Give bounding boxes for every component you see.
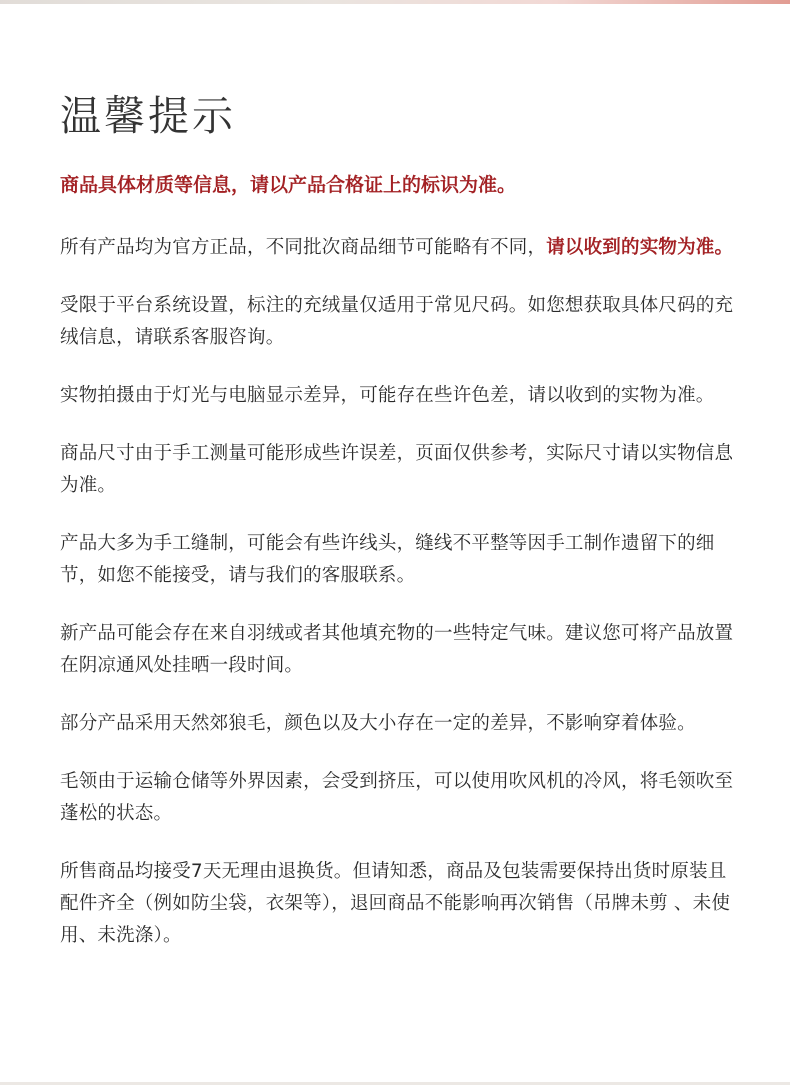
notice-paragraph: 部分产品采用天然郊狼毛，颜色以及大小存在一定的差异，不影响穿着体验。 — [60, 713, 696, 734]
notice-paragraph: 所售商品均接受7天无理由退换货。但请知悉，商品及包装需要保持出货时原装且配件齐全（例如防尘袋，衣架等），退回商品不能影响再次销售（吊牌未剪 、未使用、未洗涤）。 — [60, 861, 731, 946]
notice-content — [60, 88, 735, 978]
paragraph-text: 所有产品均为官方正品，不同批次商品细节可能略有不同， — [60, 237, 547, 258]
notice-paragraph: 毛领由于运输仓储等外界因素，会受到挤压，可以使用吹风机的冷风，将毛领吹至蓬松的状态。 — [60, 771, 734, 824]
lead-notice: 商品具体材质等信息，请以产品合格证上的标识为准。 — [60, 174, 517, 196]
notice-paragraph: 新产品可能会存在来自羽绒或者其他填充物的一些特定气味。建议您可将产品放置在阴凉通风处挂晒一段时间。 — [60, 623, 734, 676]
notice-paragraph: 实物拍摄由于灯光与电脑显示差异，可能存在些许色差，请以收到的实物为准。 — [60, 385, 715, 406]
emphasis-text: 请以收到的实物为准。 — [546, 237, 734, 258]
page-title: 温馨提示 — [60, 92, 236, 140]
notice-paragraph: 受限于平台系统设置，标注的充绒量仅适用于常见尺码。如您想获取具体尺码的充绒信息，请联系客服咨询。 — [60, 295, 734, 348]
notice-paragraph: 产品大多为手工缝制，可能会有些许线头，缝线不平整等因手工制作遗留下的细节，如您不能接受，请与我们的客服联系。 — [60, 533, 715, 586]
notice-paragraph — [60, 232, 735, 264]
top-decorative-strip — [0, 0, 790, 4]
notice-paragraph: 商品尺寸由于手工测量可能形成些许误差，页面仅供参考，实际尺寸请以实物信息为准。 — [60, 443, 734, 496]
